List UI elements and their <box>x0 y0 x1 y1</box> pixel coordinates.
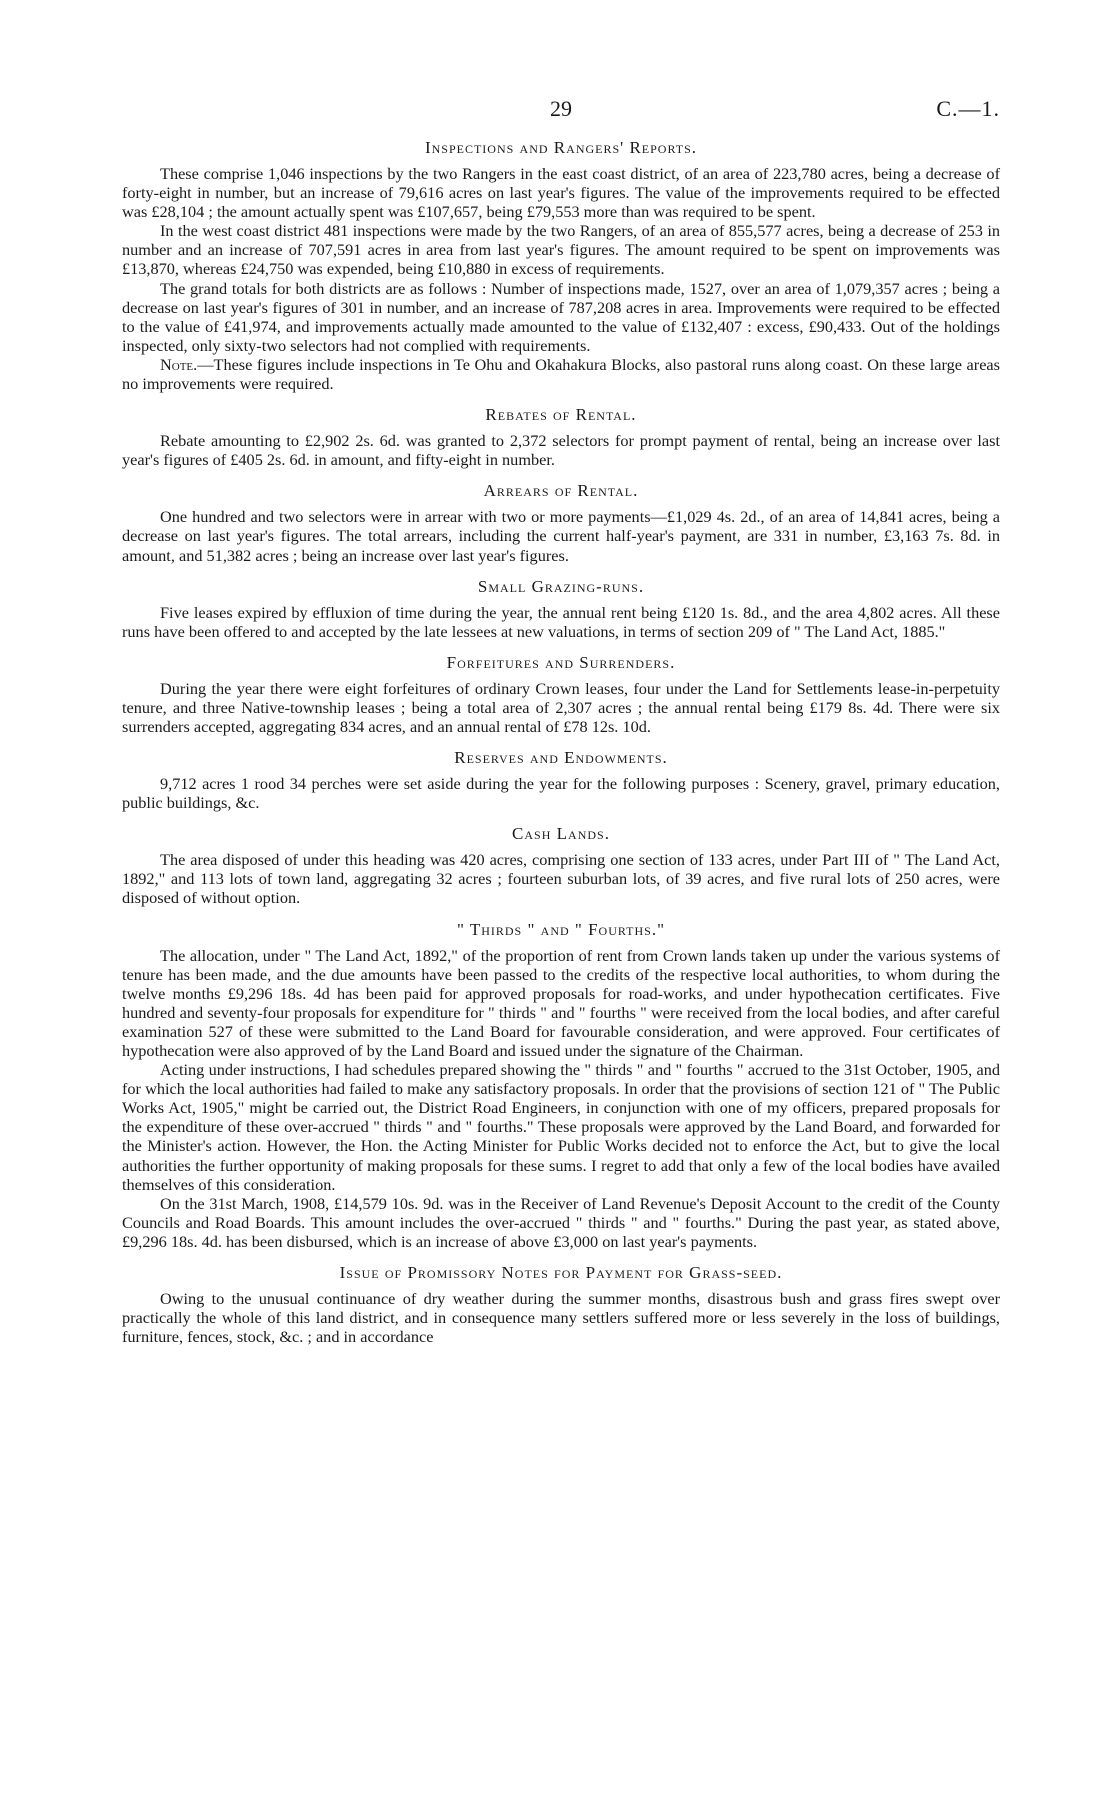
section-heading: Rebates of Rental. <box>485 405 637 425</box>
section-rebates <box>122 405 1000 469</box>
paragraph: One hundred and two selectors were in arrear with two or more payments—£1,029 4s. 2d., of an area of 14,841 acres, being a decrease on last year's figures. The total arrears, including the current half-year's payment, are 331 in number, £3,163 7s. 8d. in amount, and 51,382 acres ; being an increase over last year's figures. <box>122 507 1000 565</box>
paragraph: In the west coast district 481 inspections were made by the two Rangers, of an area of 855,577 acres, being a decrease of 253 in number and an increase of 707,591 acres in area from last year's figures. The amount required to be spent on improvements was £13,870, whereas £24,750 was expended, being £10,880 in excess of requirements. <box>122 221 1000 279</box>
note-text: —These figures include inspections in Te Ohu and Okahakura Blocks, also pastoral runs along coast. On these large areas no improvements were required. <box>122 354 1000 394</box>
paragraph: Owing to the unusual continuance of dry weather during the summer months, disastrous bush and grass fires swept over practically the whole of this land district, and in consequence many settlers suffered more or less severely in the loss of buildings, furniture, fences, stock, &c. ; and in accordance <box>122 1289 1000 1347</box>
section-inspections <box>122 138 1000 393</box>
paragraph: The grand totals for both districts are as follows : Number of inspections made, 1527, over an area of 1,079,357 acres ; being a decrease on last year's figures of 301 in number, and an increase of 787,208 acres in area. Improvements were required to be effected to the value of £41,974, and improvements actually made amounted to the value of £132,407 : excess, £90,433. Out of the holdings inspected, only sixty-two selectors had not complied with requirements. <box>122 278 1000 355</box>
section-heading: Cash Lands. <box>512 824 610 844</box>
section-heading: Inspections and Rangers' Reports. <box>424 138 698 157</box>
section-reserves <box>122 748 1000 812</box>
section-small-grazing-runs <box>122 577 1000 641</box>
section-cash-lands <box>122 824 1000 907</box>
paragraph: 9,712 acres 1 rood 34 perches were set aside during the year for the following purposes : Scenery, gravel, primary education, public buildings, &c. <box>122 774 1000 813</box>
section-heading: " Thirds " and " Fourths." <box>456 919 666 939</box>
section-heading: Issue of Promissory Notes for Payment for Grass-seed. <box>339 1263 783 1283</box>
section-arrears <box>122 481 1000 564</box>
paragraph: Acting under instructions, I had schedules prepared showing the " thirds " and " fourths " accrued to the 31st October, 1905, and for which the local authorities had failed to make any satisfactory proposals. In order that the provisions of section 121 of " The Public Works Act, 1905," might be carried out, the District Road Engineers, in conjunction with one of my officers, prepared proposals for the expenditure of these over-accrued " thirds " and " fourths." These proposals were approved by the Land Board, and forwarded for the Minister's action. However, the Hon. the Acting Minister for Public Works decided not to enforce the Act, but to give the local authorities the further opportunity of making proposals for these sums. I regret to add that only a few of the local bodies have availed themselves of this consideration. <box>122 1060 1000 1194</box>
paragraph: The allocation, under " The Land Act, 1892," of the proportion of rent from Crown lands taken up under the various systems of tenure has been made, and the due amounts have been passed to the credits of the respective local authorities, to whom during the twelve months £9,296 18s. 4d has been paid for approved proposals for road-works, and under hypothecation certificates. Five hundred and seventy-four proposals for expenditure for " thirds " and " fourths " were received from the local bodies, and after careful examination 527 of these were submitted to the Land Board for favourable consideration, and were approved. Four certificates of hypothecation were also approved of by the Land Board and issued under the signature of the Chairman. <box>122 945 1000 1060</box>
paragraph: During the year there were eight forfeitures of ordinary Crown leases, four under the Land for Settlements lease-in-perpetuity tenure, and three Native-township leases ; being a total area of 2,307 acres ; the annual rental being £179 8s. 4d. There were six surrenders accepted, aggregating 834 acres, and an annual rental of £78 12s. 10d. <box>122 678 1000 736</box>
paragraph: Five leases expired by effluxion of time during the year, the annual rent being £120 1s. 8d., and the area 4,802 acres. All these runs have been offered to and accepted by the late lessees at new valuations, in terms of section 209 of " The Land Act, 1885." <box>122 602 1000 641</box>
note-paragraph <box>122 355 1000 393</box>
paragraph: Rebate amounting to £2,902 2s. 6d. was granted to 2,372 selectors for prompt payment of rental, being an increase over last year's figures of £405 2s. 6d. in amount, and fifty-eight in number. <box>122 431 1000 470</box>
document-reference: C.—1. <box>936 96 1000 121</box>
paragraph: These comprise 1,046 inspections by the two Rangers in the east coast district, of an area of 223,780 acres, being a decrease of forty-eight in number, but an increase of 79,616 acres on last year's figures. The value of the improvements required to be effected was £28,104 ; the amount actually spent was £107,657, being £79,553 more than was required to be spent. <box>122 164 1000 222</box>
section-heading: Reserves and Endowments. <box>454 748 668 768</box>
page-header <box>122 96 1000 126</box>
paragraph: On the 31st March, 1908, £14,579 10s. 9d. was in the Receiver of Land Revenue's Deposit Account to the credit of the County Councils and Road Boards. This amount includes the over-accrued " thirds " and " fourths." During the past year, as stated above, £9,296 18s. 4d. has been disbursed, which is an increase of above £3,000 on last year's payments. <box>122 1193 1000 1251</box>
section-heading: Arrears of Rental. <box>483 481 639 501</box>
section-heading: Small Grazing-runs. <box>477 576 645 596</box>
page-number: 29 <box>550 96 572 121</box>
paragraph: The area disposed of under this heading was 420 acres, comprising one section of 133 acres, under Part III of " The Land Act, 1892," and 113 lots of town land, aggregating 32 acres ; fourteen suburban lots, of 39 acres, and five rural lots of 250 acres, were disposed of without option. <box>122 850 1000 908</box>
section-thirds-fourths <box>122 920 1000 1252</box>
section-promissory-notes <box>122 1263 1000 1346</box>
section-forfeitures <box>122 653 1000 736</box>
note-lead: Note. <box>160 354 198 374</box>
section-heading: Forfeitures and Surrenders. <box>446 652 676 672</box>
